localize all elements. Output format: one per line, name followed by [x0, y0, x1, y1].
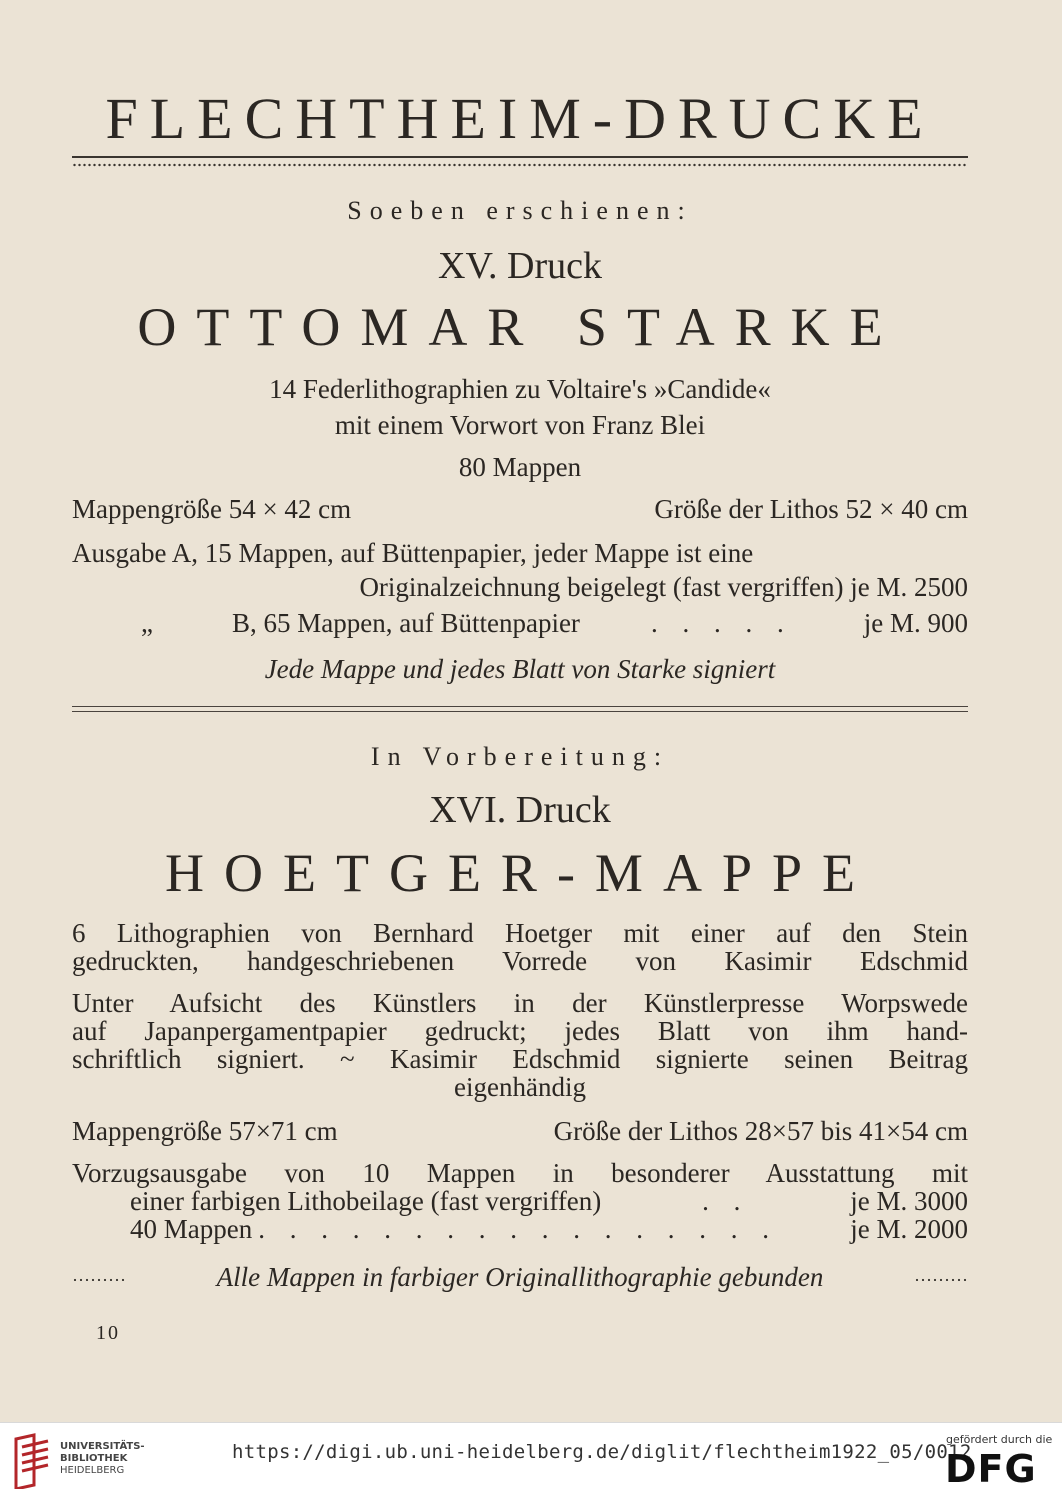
section1-edition-a-line2: Originalzeichnung beigelegt (fast vergriffen) je M. 2500: [359, 572, 968, 602]
section1-edition-b-price: je M. 900: [863, 608, 968, 638]
section2-preferred-edition-line1: Vorzugsausgabe von 10 Mappen in besonderer Ausstattung mit: [72, 1158, 968, 1188]
section2-desc2-line1: Unter Aufsicht des Künstlers in der Künstlerpresse Worpswede: [72, 988, 968, 1018]
section2-standard-edition-price: je M. 2000: [850, 1214, 968, 1244]
section2-standard-edition-leader: . . . . . . . . . . . . . . . . .: [258, 1214, 778, 1244]
section1-edition-a-line1: Ausgabe A, 15 Mappen, auf Büttenpapier, jeder Mappe ist eine: [72, 538, 754, 568]
section1-edition-a-row2: [72, 572, 968, 603]
section1-litho-size: Größe der Lithos 52 × 40 cm: [654, 494, 968, 524]
section2-binding-row: [72, 1262, 968, 1293]
section2-portfolio-size: Mappengröße 57×71 cm: [72, 1116, 338, 1146]
section2-druck-number: XVI. Druck: [429, 789, 611, 831]
section1-artist-name: OTTOMAR STARKE: [137, 297, 903, 357]
section2-binding-dots-left: ·········: [72, 1270, 126, 1290]
section2-size-row: [72, 1116, 968, 1147]
section1-description-line1: 14 Federlithographien zu Voltaire's »Candide«: [269, 374, 771, 404]
section2-desc2-line4: eigenhändig: [454, 1072, 586, 1102]
section1-edition-b-text: B, 65 Mappen, auf Büttenpapier: [232, 608, 580, 638]
section1-signed-note: Jede Mappe und jedes Blatt von Starke signiert: [264, 654, 776, 684]
section2-desc1-line2: gedruckten, handgeschriebenen Vorrede von Kasimir Edschmid: [72, 946, 968, 976]
section1-ditto-mark: „: [141, 608, 153, 638]
funding-note: gefördert durch die: [946, 1433, 1053, 1446]
university-library-logo[interactable]: [12, 1433, 52, 1489]
section2-preferred-edition-price: je M. 3000: [850, 1186, 968, 1216]
section1-description-line2: mit einem Vorwort von Franz Blei: [334, 410, 706, 440]
page-number: 10: [96, 1322, 120, 1344]
section2-preferred-edition-leader: . .: [702, 1186, 750, 1216]
section2-binding-note: Alle Mappen in farbiger Originallithographie gebunden: [216, 1262, 824, 1292]
section2-heading: In Vorbereitung:: [370, 742, 670, 771]
section2-standard-edition-text: 40 Mappen: [130, 1214, 253, 1244]
section-divider: [72, 706, 968, 712]
dfg-logo[interactable]: DFG: [945, 1447, 1037, 1491]
section2-title: HOETGER-MAPPE: [164, 843, 875, 903]
section1-edition-a-row: [72, 538, 968, 569]
section1-portfolio-size: Mappengröße 54 × 42 cm: [72, 494, 352, 524]
section2-desc2-line2: auf Japanpergamentpapier gedruckt; jedes Blatt von ihm hand-: [72, 1016, 968, 1046]
section1-edition-b-leader: . . . . .: [650, 608, 793, 638]
section1-copies-count: 80 Mappen: [458, 452, 582, 482]
section2-preferred-edition-text: einer farbigen Lithobeilage (fast vergriffen): [130, 1186, 602, 1216]
section2-litho-size: Größe der Lithos 28×57 bis 41×54 cm: [553, 1116, 968, 1146]
viewer-footer: [0, 1422, 1062, 1499]
permalink-url[interactable]: https://digi.ub.uni-heidelberg.de/diglit/flechtheim1922_05/0012: [232, 1441, 972, 1463]
section1-druck-number: XV. Druck: [438, 245, 602, 287]
masthead-title: FLECHTHEIM-DRUCKE: [105, 86, 935, 151]
library-line2: BIBLIOTHEK: [60, 1453, 128, 1464]
section1-edition-b-row: [72, 608, 968, 639]
masthead-dotted-rule: [72, 156, 968, 168]
section1-heading: Soeben erschienen:: [347, 196, 693, 225]
section2-preferred-edition-row2: [72, 1186, 968, 1217]
section2-binding-dots-right: ·········: [914, 1270, 968, 1290]
section1-size-row: [72, 494, 968, 525]
library-line1: UNIVERSITÄTS-: [60, 1441, 145, 1452]
section2-standard-edition-row: [72, 1214, 968, 1245]
section2-desc1-line1: 6 Lithographien von Bernhard Hoetger mit einer auf den Stein: [72, 918, 968, 948]
section2-desc2-line3: schriftlich signiert. ~ Kasimir Edschmid signierte seinen Beitrag: [72, 1044, 968, 1074]
library-line3: HEIDELBERG: [60, 1465, 125, 1476]
university-library-name: [60, 1441, 145, 1477]
